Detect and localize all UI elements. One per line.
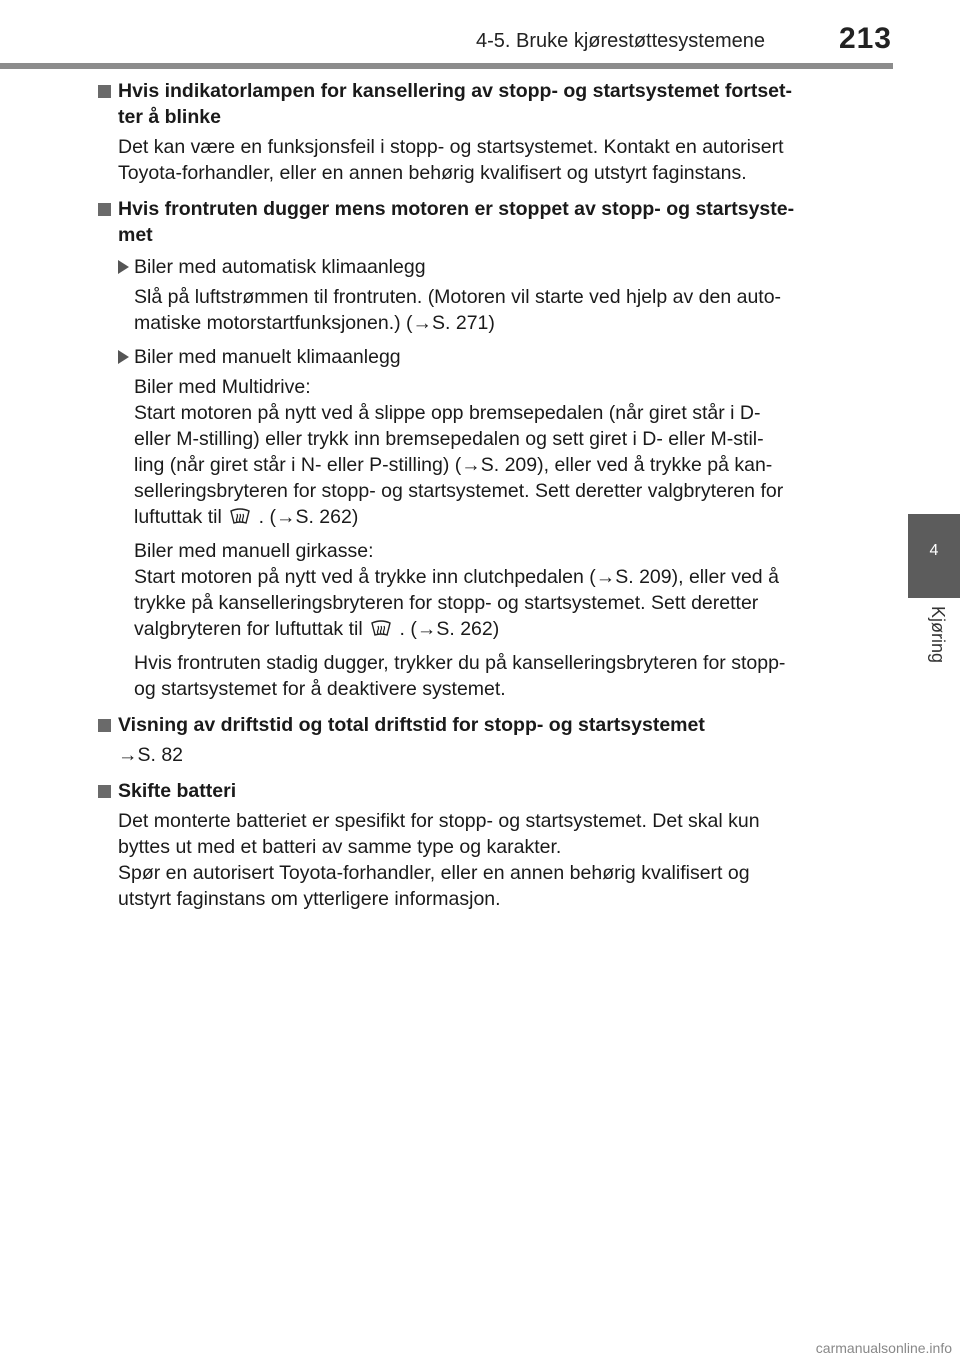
section-operation-time (98, 712, 858, 768)
section-heading (98, 778, 858, 804)
page-header (0, 0, 960, 60)
windshield-defroster-icon (370, 619, 392, 639)
section-heading (98, 78, 858, 130)
heading-line: Skifte batteri (118, 780, 237, 802)
paragraph (98, 284, 858, 336)
text-line: ling (når giret står i N- eller P-stilling) (→S. 209), eller ved å trykke på kan- (134, 454, 773, 476)
text-line: byttes ut med et batteri av samme type og karakter. (118, 836, 562, 858)
text-line: og startsystemet for å deaktivere systemet. (134, 678, 506, 700)
text-line: Hvis frontruten stadig dugger, trykker du på kanselleringsbryteren for stopp- (134, 652, 786, 674)
triangle-bullet-icon (118, 260, 129, 274)
text-fragment: . (→S. 262) (258, 506, 359, 528)
text-line: Start motoren på nytt ved å trykke inn clutchpedalen (→S. 209), eller ved å (134, 566, 779, 588)
text-line: Start motoren på nytt ved å slippe opp bremsepedalen (når giret står i D- (134, 402, 761, 424)
heading-line: met (118, 224, 153, 246)
page-reference: →S. 82 (118, 744, 184, 766)
text-line: matiske motorstartfunksjonen.) (→S. 271) (134, 312, 495, 334)
paragraph (98, 134, 858, 186)
chapter-number: 4 (929, 542, 939, 559)
square-bullet-icon (98, 785, 111, 798)
text-line: Biler med manuell girkasse: (134, 540, 374, 562)
header-section-title: 4-5. Bruke kjørestøttesystemene (476, 30, 765, 52)
heading-line: Hvis indikatorlampen for kansellering av stopp- og startsystemet fortset- (118, 80, 792, 102)
chapter-tab (908, 514, 960, 598)
section-battery (98, 778, 858, 912)
section-indicator-blink (98, 78, 858, 186)
text-line: Slå på luftstrømmen til frontruten. (Motoren vil starte ved hjelp av den auto- (134, 286, 782, 308)
sub-heading-auto-climate (98, 254, 858, 280)
text-line: Det monterte batteriet er spesifikt for stopp- og startsystemet. Det skal kun (118, 810, 760, 832)
square-bullet-icon (98, 85, 111, 98)
text-line (134, 616, 858, 642)
text-line: Det kan være en funksjonsfeil i stopp- og startsystemet. Kontakt en autorisert (118, 136, 784, 158)
paragraph (98, 808, 858, 912)
text-line: Spør en autorisert Toyota-forhandler, eller en annen behørig kvalifisert og (118, 862, 750, 884)
section-heading (98, 712, 858, 738)
triangle-bullet-icon (118, 350, 129, 364)
section-heading (98, 196, 858, 248)
heading-line: Visning av driftstid og total driftstid for stopp- og startsystemet (118, 714, 705, 736)
text-fragment: luftuttak til (134, 506, 222, 528)
sub-heading-text: Biler med manuelt klimaanlegg (134, 346, 401, 368)
text-line: Biler med Multidrive: (134, 376, 311, 398)
text-line: Toyota-forhandler, eller en annen behørig kvalifisert og utstyrt faginstans. (118, 162, 747, 184)
watermark: carmanualsonline.info (815, 1340, 952, 1356)
text-line: trykke på kanselleringsbryteren for stopp- og startsystemet. Sett deretter (134, 592, 759, 614)
page-content (98, 78, 858, 922)
text-fragment: valgbryteren for luftuttak til (134, 618, 363, 640)
text-line: eller M-stilling) eller trykk inn bremsepedalen og sett giret i D- eller M-stil- (134, 428, 764, 450)
text-fragment: . (→S. 262) (399, 618, 500, 640)
text-line (134, 504, 858, 530)
sub-heading-text: Biler med automatisk klimaanlegg (134, 256, 426, 278)
heading-line: Hvis frontruten dugger mens motoren er stoppet av stopp- og startsyste- (118, 198, 795, 220)
windshield-defroster-icon (229, 507, 251, 527)
paragraph-manual-gearbox (98, 538, 858, 642)
square-bullet-icon (98, 719, 111, 732)
square-bullet-icon (98, 203, 111, 216)
paragraph (98, 650, 858, 702)
sub-heading-manual-climate (98, 344, 858, 370)
header-rule (0, 63, 893, 69)
chapter-label: Kjøring (928, 606, 948, 664)
heading-line: ter å blinke (118, 106, 221, 128)
page-number: 213 (838, 22, 892, 55)
text-line: utstyrt faginstans om ytterligere informasjon. (118, 888, 501, 910)
text-line: selleringsbryteren for stopp- og startsystemet. Sett deretter valgbryteren for (134, 480, 784, 502)
paragraph-multidrive (98, 374, 858, 530)
section-windshield-fog (98, 196, 858, 702)
